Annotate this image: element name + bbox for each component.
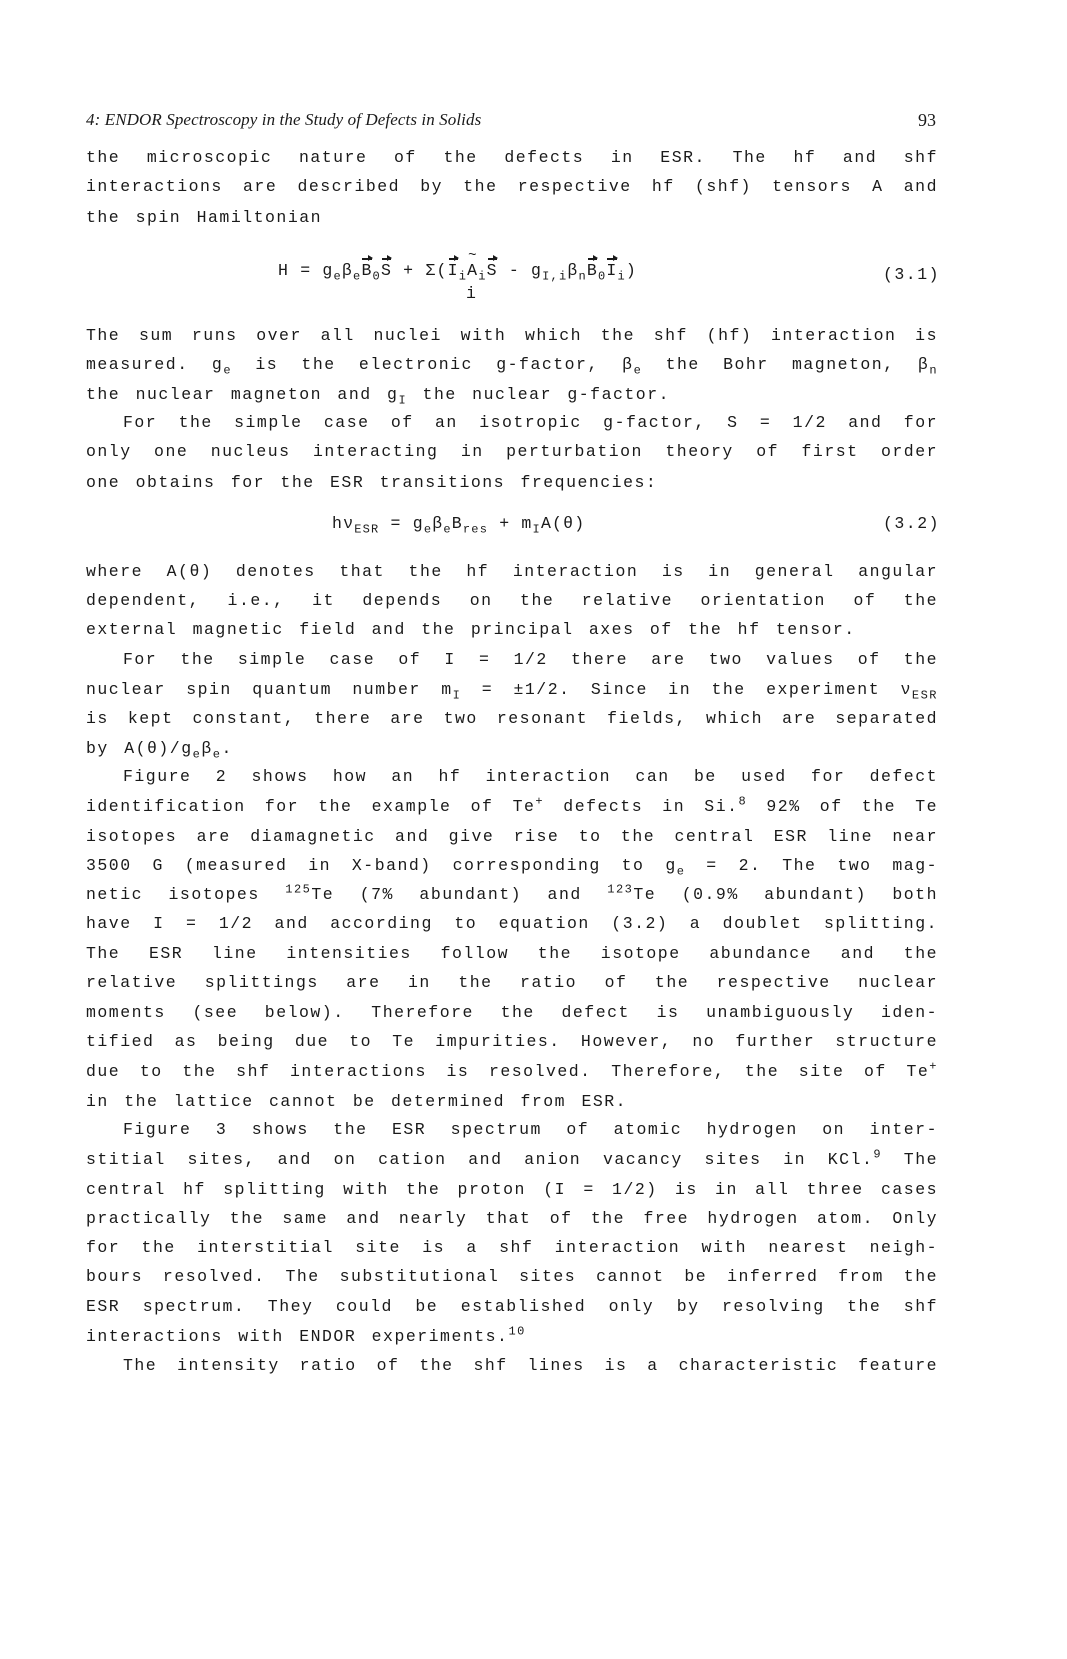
text-line: tified as being due to Te impurities. However, no further structure <box>86 1032 938 1051</box>
text-line: the microscopic nature of the defects in ESR. The hf and shf <box>86 148 938 167</box>
equation-3-1: $H = g_e\beta_eB_0S$ + $\Sigma(I_i\sim$ $A_iS - g_{I,i}\beta_nB_0I_i$) <box>278 261 637 280</box>
tilde-icon: ~ A <box>467 261 478 280</box>
text-line: For the simple case of I = 1/2 there are two values of the <box>123 650 938 669</box>
text-line: The intensity ratio of the shf lines is a characteristic feature <box>123 1356 938 1375</box>
text-line: 3500 G (measured in X-band) corresponding to $g_e = 2$. The two mag- <box>86 856 938 879</box>
text-line: The ESR line intensities follow the isotope abundance and the <box>86 944 938 963</box>
text-line: netic isotopes $^{125}$Te (7% abundant) and $^{123}$Te (0.9% abundant) both <box>86 882 938 904</box>
text-line: moments (see below). Therefore the defect is unambiguously iden- <box>86 1003 938 1022</box>
text-line: Figure 2 shows how an hf interaction can be used for defect <box>123 767 938 786</box>
vector-arrow-icon: S <box>486 261 498 280</box>
text-line: where A(θ) denotes that the hf interaction is in general angular <box>86 562 938 581</box>
text-line: The sum runs over all nuclei with which the shf (hf) interaction is <box>86 326 938 345</box>
text-line: measured. $g_e$ is the electronic g-factor, $\beta_e$ the Bohr magneton, $\beta_n$ <box>86 355 939 378</box>
text-line: For the simple case of an isotropic g-factor, S = 1/2 and for <box>123 413 938 432</box>
text-line: practically the same and nearly that of the free hydrogen atom. Only <box>86 1209 938 1228</box>
text-line: bours resolved. The substitutional sites cannot be inferred from the <box>86 1267 938 1286</box>
text-line: in the lattice cannot be determined from ESR. <box>86 1092 628 1111</box>
summation-index: i <box>466 284 476 303</box>
text-line: for the interstitial site is a shf interaction with nearest neigh- <box>86 1238 938 1257</box>
page-number: 93 <box>918 110 936 130</box>
vector-arrow-icon: I <box>606 261 618 280</box>
text-line: Figure 3 shows the ESR spectrum of atomic hydrogen on inter- <box>123 1120 938 1139</box>
running-header <box>86 110 936 134</box>
text-line: identification for the example of Te+ defects in Si.$^8$ 92% of the Te <box>86 794 938 816</box>
text-line: by $A(\theta)/g_e\beta_e$. <box>86 739 233 762</box>
equation-3-2: $h\nu_{ESR} = g_e\beta_eB_{res} + m_IA(\theta)$ <box>332 514 586 537</box>
text-line: interactions are described by the respective hf (shf) tensors A and <box>86 177 938 196</box>
text-line: one obtains for the ESR transitions frequencies: <box>86 473 658 492</box>
text-line: interactions with ENDOR experiments.$^{10}$ <box>86 1324 526 1346</box>
text-line: isotopes are diamagnetic and give rise to the central ESR line near <box>86 827 938 846</box>
text-line: dependent, i.e., it depends on the relative orientation of the <box>86 591 938 610</box>
text-line: due to the shf interactions is resolved. Therefore, the site of Te+ <box>86 1059 938 1081</box>
text-line: the nuclear magneton and $g_I$ the nuclear g-factor. <box>86 385 670 408</box>
equation-number: (3.1) <box>882 265 940 284</box>
vector-arrow-icon: S <box>380 261 393 280</box>
vector-arrow-icon: I <box>447 261 459 280</box>
text-line: the spin Hamiltonian <box>86 208 323 227</box>
text-line: relative splittings are in the ratio of the respective nuclear <box>86 973 938 992</box>
vector-arrow-icon: B <box>361 261 373 280</box>
text-line: is kept constant, there are two resonant fields, which are separated <box>86 709 938 728</box>
text-line: only one nucleus interacting in perturbation theory of first order <box>86 442 938 461</box>
text-line: have I = 1/2 and according to equation (3.2) a doublet splitting. <box>86 914 938 933</box>
text-line: ESR spectrum. They could be established only by resolving the shf <box>86 1297 938 1316</box>
text-line: nuclear spin quantum number $m_I = \pm 1/2$. Since in the experiment $\nu_{ESR}$ <box>86 680 938 703</box>
equation-number: (3.2) <box>882 514 940 533</box>
text-line: external magnetic field and the principal axes of the hf tensor. <box>86 620 856 639</box>
chapter-title: 4: ENDOR Spectroscopy in the Study of Defects in Solids <box>86 110 482 129</box>
text-line: stitial sites, and on cation and anion vacancy sites in KCl.$^9$ The <box>86 1147 938 1169</box>
text-line: central hf splitting with the proton (I = 1/2) is in all three cases <box>86 1180 938 1199</box>
vector-arrow-icon: B <box>586 261 598 280</box>
